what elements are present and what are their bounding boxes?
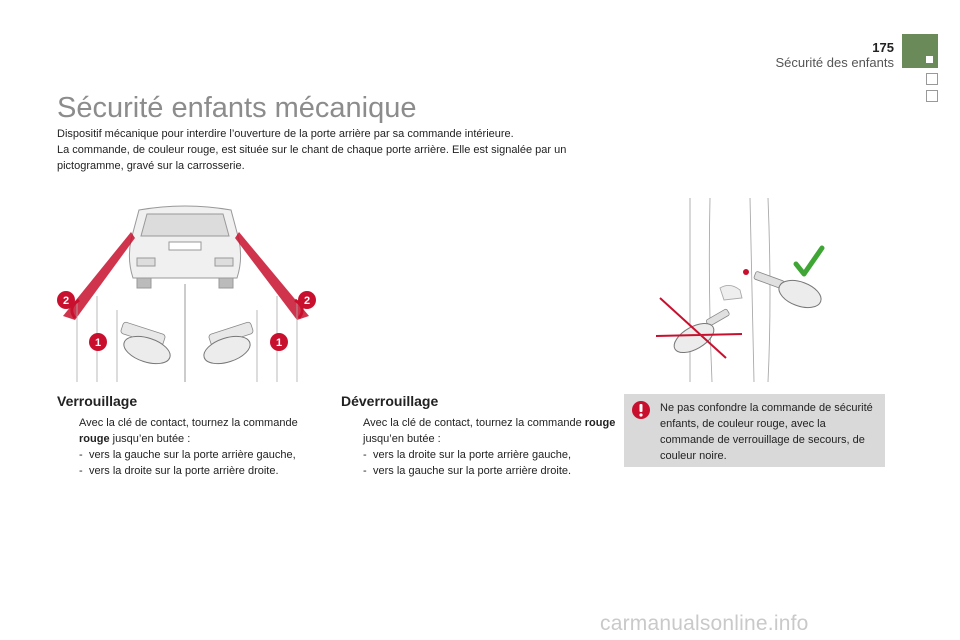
key-right-icon [200, 321, 253, 368]
page-number: 175 [872, 40, 894, 55]
badge-1-left [89, 333, 107, 351]
svg-text:1: 1 [94, 337, 102, 349]
key-left-icon [120, 321, 173, 368]
beam-right [235, 232, 309, 320]
badge-2-left [57, 291, 75, 309]
badge-2-right [298, 291, 316, 309]
verrouillage-step: Avec la clé de contact, tournez la commande rouge jusqu’en butée : [79, 417, 298, 445]
deverrouillage-item-1: - vers la droite sur la porte arrière gauche, [363, 449, 572, 461]
svg-text:1: 1 [275, 337, 283, 349]
verrouillage-item-1: - vers la gauche sur la porte arrière gauche, [79, 449, 296, 461]
page-title: Sécurité enfants mécanique [57, 92, 417, 124]
key-correct-icon [754, 271, 825, 313]
deverrouillage-heading: Déverrouillage [341, 393, 439, 409]
warning-note-text: Ne pas confondre la commande de sécurité enfants, de couleur rouge, avec la commande de verrouillage de secours, de couleur noire. [660, 402, 873, 462]
intro-line-1: Dispositif mécanique pour interdire l’ouverture de la porte arrière par sa commande intérieure. [57, 128, 514, 140]
chapter-tab-active[interactable] [902, 34, 938, 68]
chapter-tab[interactable] [926, 90, 938, 102]
car-rear-icon [129, 206, 240, 288]
door-edge-illustration [650, 198, 840, 382]
child-lock-illustration [57, 200, 317, 382]
deverrouillage-instructions [341, 415, 616, 479]
child-lock-control-icon [743, 269, 749, 275]
door-edge-icon [690, 198, 770, 382]
intro-text [57, 126, 617, 174]
exclamation-icon [632, 401, 650, 419]
chapter-tab[interactable] [926, 73, 938, 85]
deverrouillage-step: Avec la clé de contact, tournez la commande rouge jusqu’en butée : [363, 417, 616, 445]
verrouillage-item-2: - vers la droite sur la porte arrière droite. [79, 465, 279, 477]
deverrouillage-item-2: - vers la gauche sur la porte arrière droite. [363, 465, 572, 477]
badge-1-right [270, 333, 288, 351]
watermark: carmanualsonline.info [600, 612, 809, 635]
verrouillage-heading: Verrouillage [57, 393, 138, 409]
svg-text:2: 2 [62, 295, 70, 307]
check-icon [796, 248, 822, 274]
intro-line-2: La commande, de couleur rouge, est située sur le chant de chaque porte arrière. Elle est signalée par un pictogramme, gravé sur la carrosserie. [57, 144, 567, 172]
svg-text:2: 2 [303, 295, 311, 307]
section-title: Sécurité des enfants [775, 55, 894, 70]
verrouillage-instructions [57, 415, 327, 479]
